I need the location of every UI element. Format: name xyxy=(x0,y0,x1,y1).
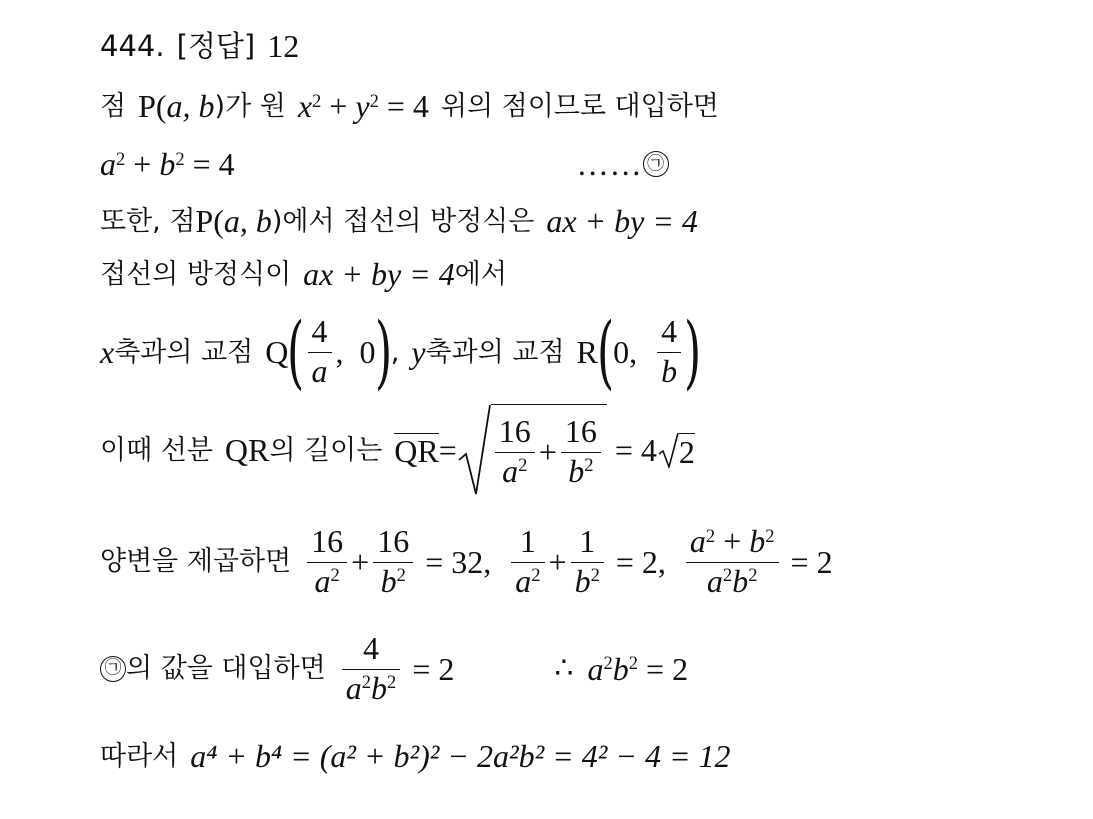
text: 의 값을 대입하면 xyxy=(126,653,326,685)
fraction-1-over-b2: $\frac{1}{b^2}$ xyxy=(571,525,604,598)
radical-sign-icon xyxy=(657,432,679,468)
fraction-4-over-b: $\frac{4}{b}$ xyxy=(657,315,681,388)
fraction-1-over-a2: $\frac{1}{a^2}$ xyxy=(511,525,544,598)
text: 또한, 점 xyxy=(100,205,196,237)
line-final-answer xyxy=(100,740,1073,772)
fraction-4-over-a2b2: $\frac{4}{a^2b^2}$ xyxy=(342,632,401,705)
point-q: Q xyxy=(265,334,289,370)
math-eq: = 32, xyxy=(417,543,508,580)
problem-header xyxy=(100,30,1073,62)
separator: , xyxy=(390,336,400,368)
point-r: R xyxy=(576,334,598,370)
text: 점 xyxy=(100,90,127,122)
math-coords: a, b xyxy=(223,203,272,239)
answer-label: [정답] xyxy=(176,28,256,63)
line-intercepts xyxy=(100,305,1073,398)
text: 위의 점이므로 대입하면 xyxy=(440,90,719,122)
circled-marker-icon: ㉠ xyxy=(100,656,126,682)
math-eq: = 2, xyxy=(607,543,682,580)
math-tail: = 4 xyxy=(606,432,657,468)
paren-right: ) xyxy=(684,305,702,398)
result-a2b2: $a^2b^2 = 2$ xyxy=(587,650,689,687)
paren-left: ( xyxy=(287,305,305,398)
text: 축과의 교점 xyxy=(425,336,565,368)
equals: = xyxy=(438,432,457,468)
math-point-p: P( xyxy=(138,88,167,124)
paren-left: ( xyxy=(596,305,615,398)
math-point-p: P( xyxy=(195,203,224,239)
line-square-both-sides: 양변을 제곱하면 $\frac{16}{a^2}$ + $\frac{16}{b^2}$ = 32, $\frac{1}{a^2}$ + $\frac{1}{b^2}$ = 2, $\frac{a^2 + b^2}{a^2b^2}$ = 2 xyxy=(100,523,833,599)
text: )에서 접선의 방정식은 xyxy=(271,205,535,237)
text: )가 원 xyxy=(214,90,286,122)
dots: …… xyxy=(576,146,643,182)
fraction-16-over-a2: $\frac{16}{a^2}$ xyxy=(495,415,535,488)
tangent-equation: ax + by = 4 xyxy=(546,203,698,239)
math-eq: = 2 xyxy=(782,543,833,580)
math-x: x xyxy=(100,334,115,370)
therefore-icon: ∴ xyxy=(554,651,576,685)
text: 따라서 xyxy=(100,740,179,772)
line-tangent xyxy=(100,205,1073,237)
math-coords: a, b xyxy=(166,88,215,124)
paren-right: ) xyxy=(374,305,392,398)
text: 접선의 방정식이 xyxy=(100,258,292,290)
circled-marker-icon: ㉠ xyxy=(643,151,669,177)
line-equation-1 xyxy=(100,148,1073,180)
line-substitute-marker xyxy=(100,632,1073,705)
answer-value: 12 xyxy=(267,28,300,64)
text: 축과의 교점 xyxy=(114,336,254,368)
line-segment-length xyxy=(100,404,1073,496)
square-root: $\frac{16}{a^2}$ + $\frac{16}{b^2}$ xyxy=(457,404,607,496)
fraction-16-over-a2: $\frac{16}{a^2}$ xyxy=(307,525,347,598)
text: 양변을 제곱하면 xyxy=(100,546,292,578)
segment-qr: QR xyxy=(224,432,270,468)
radical-sign-icon xyxy=(457,404,491,496)
fraction-4-over-a: $\frac{4}{a}$ xyxy=(308,315,332,388)
line-substitute-circle xyxy=(100,90,1073,122)
math-eq: = 2 xyxy=(404,650,455,687)
math-tail: , 0 xyxy=(335,334,376,370)
problem-number: 444. xyxy=(100,28,165,63)
math-head: 0, xyxy=(613,334,654,370)
final-equation: a⁴ + b⁴ = (a² + b²)² − 2a²b² = 4² − 4 = 12 xyxy=(190,738,731,774)
small-square-root: 2 xyxy=(657,432,695,468)
circle-equation: $x^2 + y^2 = 4$ xyxy=(297,88,429,124)
equation-a2-b2: $a^2 + b^2 = 4$ xyxy=(100,146,235,182)
line-tangent-2 xyxy=(100,258,1073,290)
fraction-sum-over-product: $\frac{a^2 + b^2}{a^2b^2}$ xyxy=(686,525,779,598)
segment-qr-overline: QR xyxy=(394,433,439,469)
fraction-16-over-b2: $\frac{16}{b^2}$ xyxy=(561,415,601,488)
fraction-16-over-b2: $\frac{16}{b^2}$ xyxy=(373,525,413,598)
text: 의 길이는 xyxy=(269,434,383,466)
math-y: y xyxy=(411,334,426,370)
text: 에서 xyxy=(454,258,507,290)
tangent-equation: ax + by = 4 xyxy=(303,256,455,292)
text: 이때 선분 xyxy=(100,434,213,466)
